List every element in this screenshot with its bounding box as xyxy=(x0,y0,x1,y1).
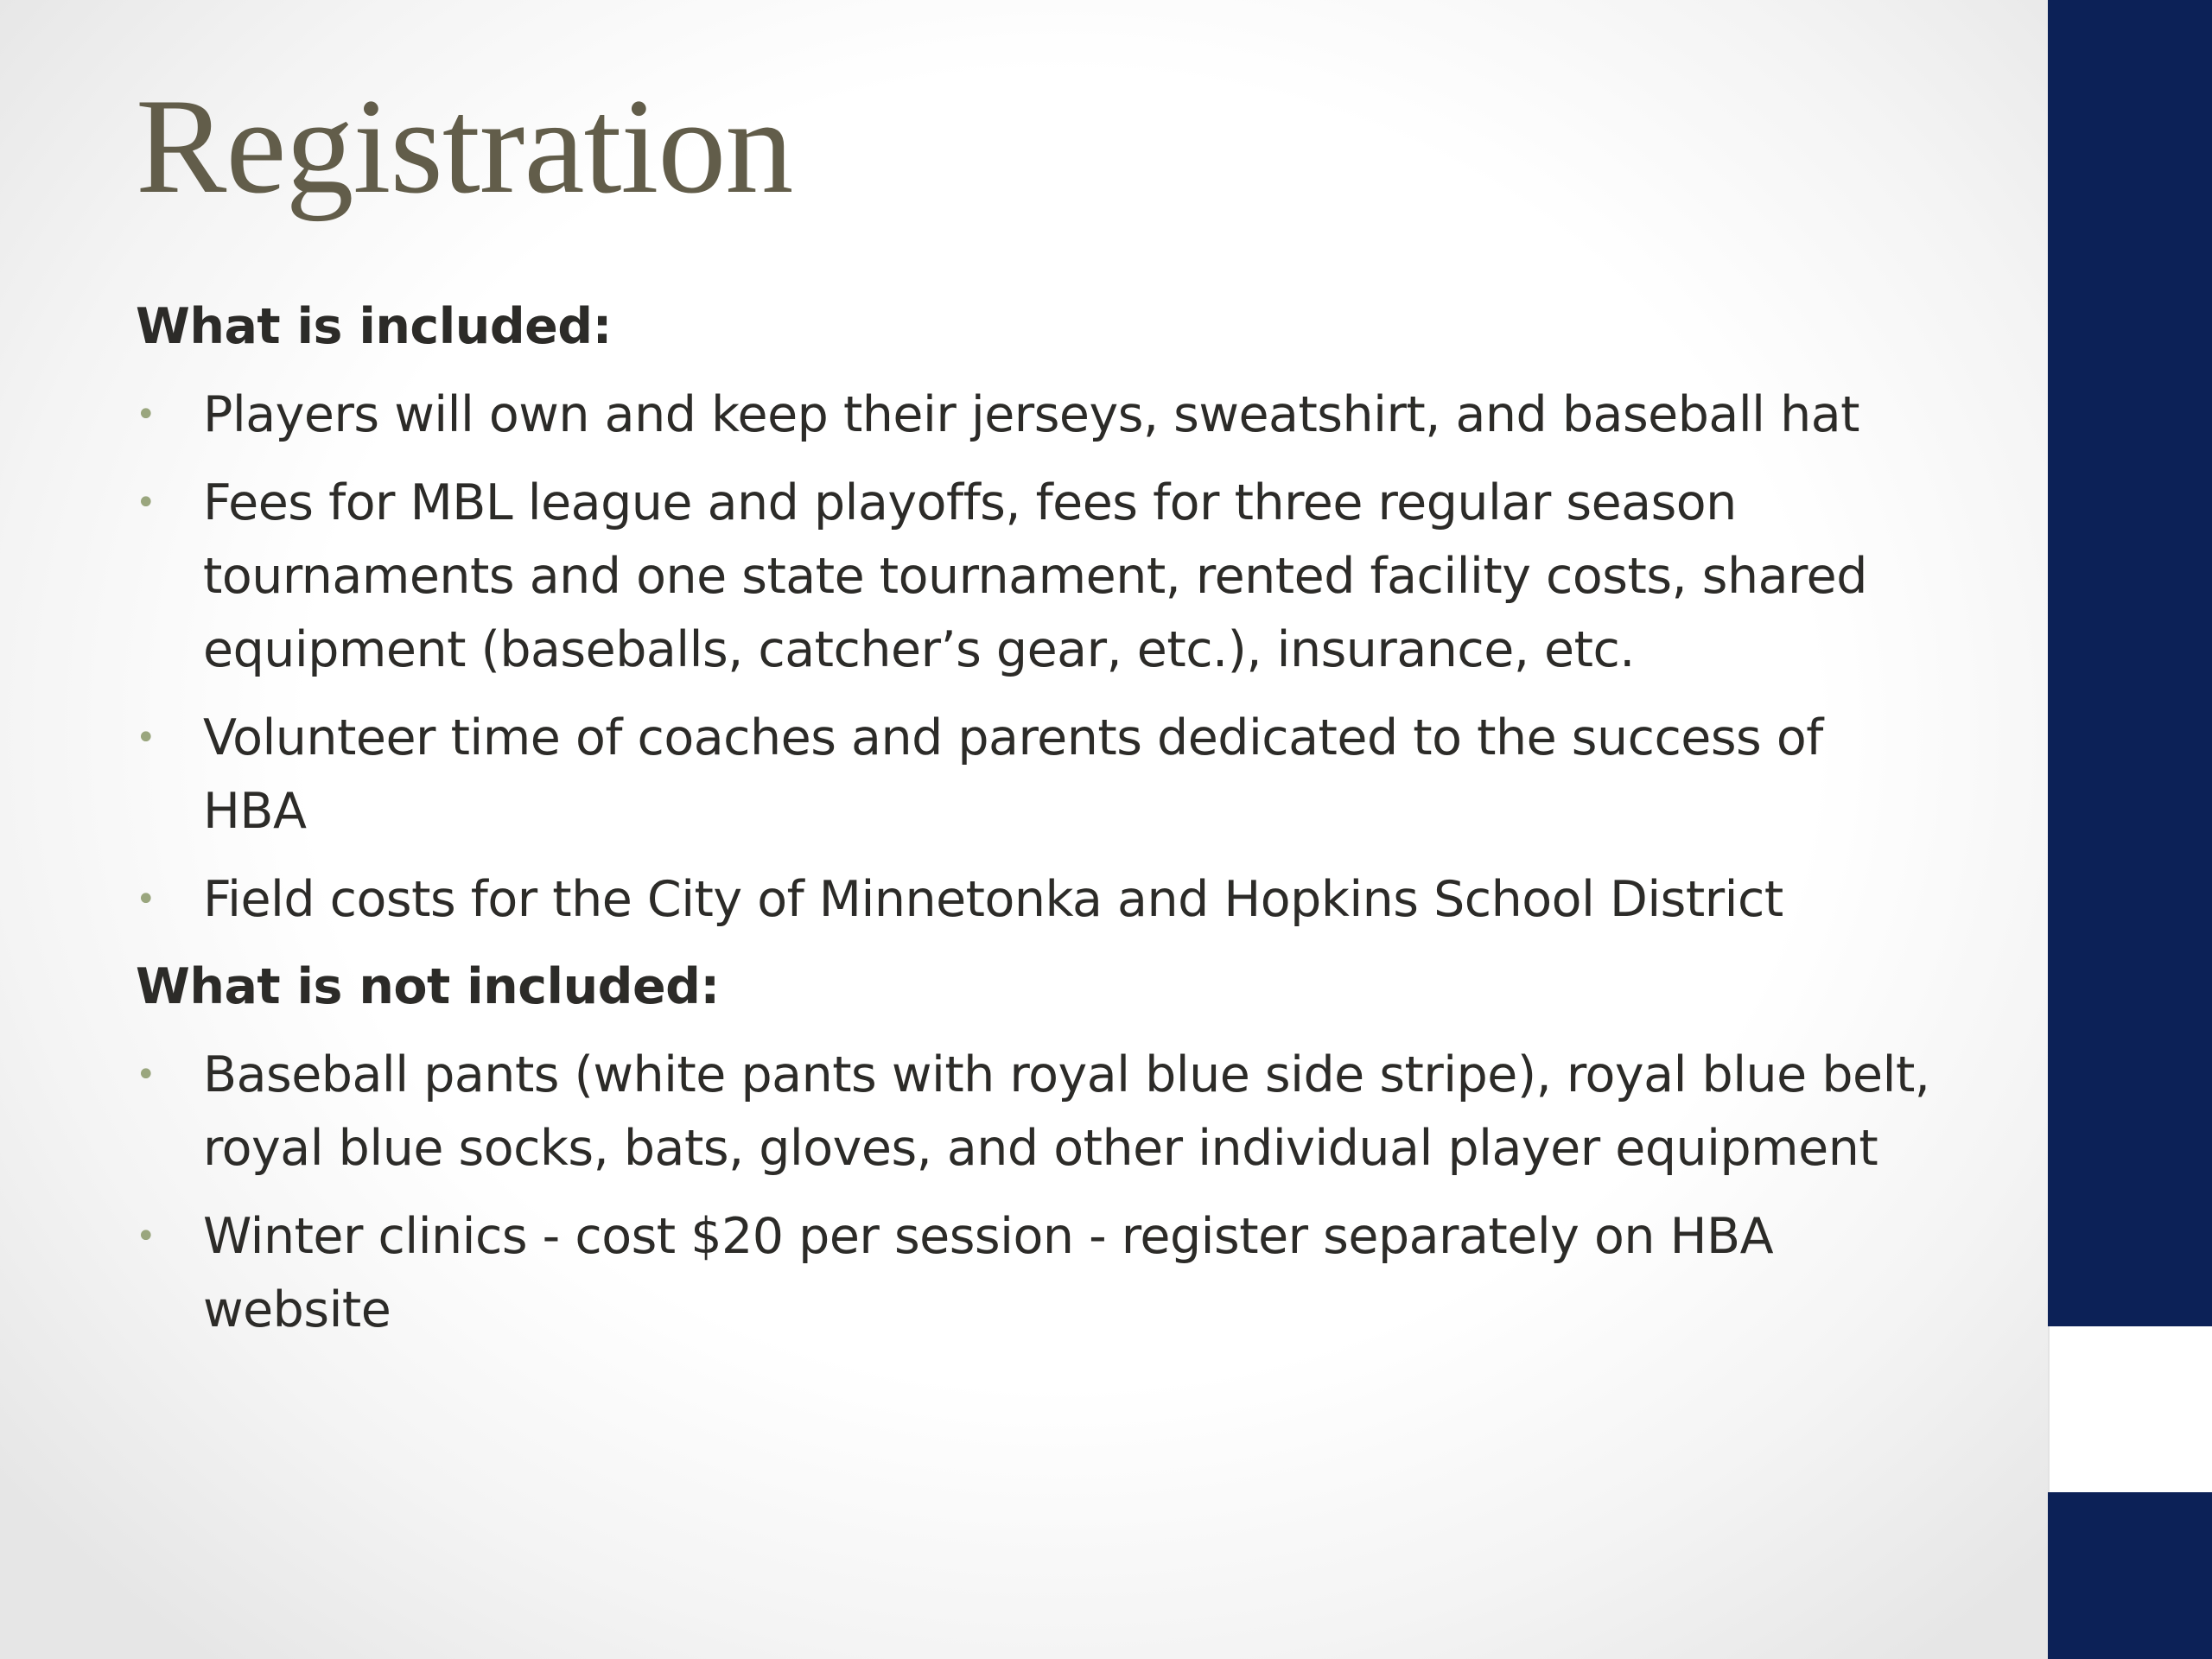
list-item xyxy=(136,378,1933,452)
side-accent-bar-gap xyxy=(2048,1326,2212,1492)
bullet-icon: • xyxy=(136,718,156,758)
list-item-text: Volunteer time of coaches and parents dedicated to the success of HBA xyxy=(203,709,1823,840)
not-included-list xyxy=(136,1039,1933,1347)
slide-body xyxy=(136,290,1933,1347)
list-item-text: Players will own and keep their jerseys, sweatshirt, and baseball hat xyxy=(203,386,1860,443)
bullet-icon: • xyxy=(136,1217,156,1256)
bullet-icon: • xyxy=(136,880,156,919)
section-heading-included: What is included: xyxy=(136,298,612,355)
list-item-text: Field costs for the City of Minnetonka and Hopkins School District xyxy=(203,871,1783,928)
bullet-icon: • xyxy=(136,395,156,435)
list-item-text: Winter clinics - cost $20 per session - register separately on HBA website xyxy=(203,1208,1774,1338)
list-item-text: Baseball pants (white pants with royal blue side stripe), royal blue belt, royal blue socks, bats, gloves, and other individual player equipment xyxy=(203,1046,1930,1177)
bullet-icon: • xyxy=(136,483,156,523)
bullet-icon: • xyxy=(136,1055,156,1095)
list-item xyxy=(136,702,1933,849)
list-item xyxy=(136,1039,1933,1185)
side-accent-bar-top xyxy=(2048,0,2212,1326)
list-item xyxy=(136,467,1933,687)
slide-title: Registration xyxy=(136,71,793,222)
included-list xyxy=(136,378,1933,937)
list-item xyxy=(136,1200,1933,1347)
list-item-text: Fees for MBL league and playoffs, fees for three regular season tournaments and one state tournament, rented facility costs, shared equipment (baseballs, catcher’s gear, etc.), insurance, etc. xyxy=(203,474,1867,678)
side-accent-bar-bottom xyxy=(2048,1492,2212,1659)
section-heading-not-included: What is not included: xyxy=(136,958,720,1015)
list-item xyxy=(136,863,1933,937)
